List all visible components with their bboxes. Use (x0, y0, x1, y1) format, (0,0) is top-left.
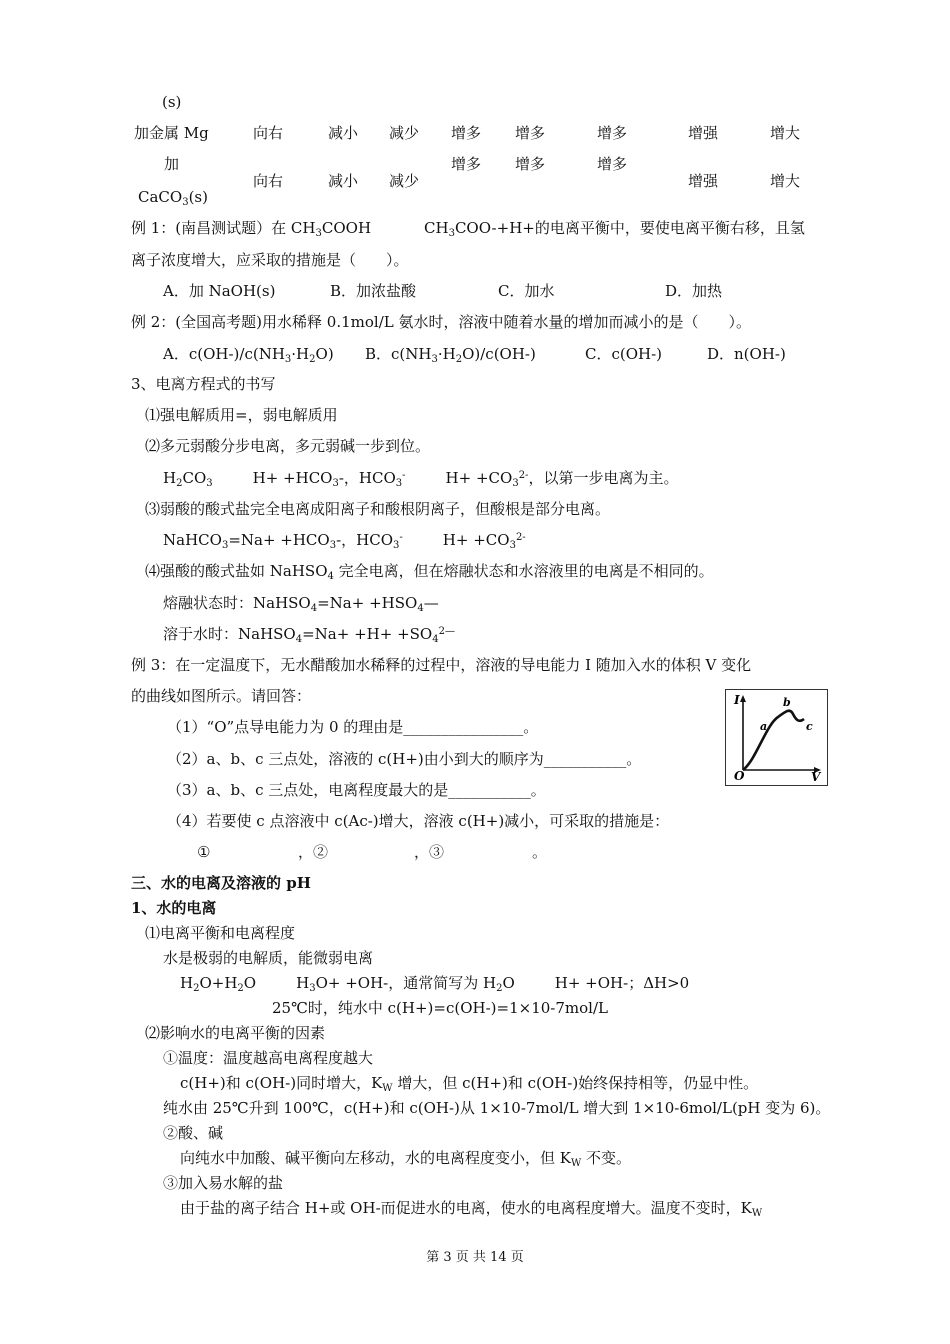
example1-equation: $CH_3COO-+H+$的电离平衡中，要使电离平衡右移，且氢 (424, 219, 805, 239)
rule-2: ⑵多元弱酸分步电离，多元弱碱一步到位。 (145, 437, 431, 455)
table-cell: 增多 (451, 155, 482, 173)
example3-sub-1: （1）“O”点导电能力为 0 的理由是________________。 (167, 718, 539, 736)
subsection-water-ionization: 1、水的电离 (131, 899, 217, 917)
conductivity-graph (725, 689, 828, 786)
answer-blank-2: ，② (298, 843, 329, 861)
label-a: a (760, 720, 768, 733)
example2-option-b: B．$c(NH_3\cdot H_2O)/c(OH-)$ (365, 345, 536, 365)
example2-option-a: A．$c(OH-)/c(NH_3\cdot H_2O)$ (163, 345, 334, 365)
table-cell: 加金属 Mg (134, 124, 209, 142)
label-v: V (811, 770, 821, 784)
rule-4: ⑷强酸的酸式盐如 NaHSO$_4$ 完全电离，但在熔融状态和水溶液里的电离是不相同的。 (145, 562, 714, 582)
table-fragment-unit: (s) (162, 93, 182, 111)
water-p10: ③加入易水解的盐 (163, 1174, 284, 1192)
table-cell: 增强 (688, 124, 719, 142)
water-p8: ②酸、碱 (163, 1124, 224, 1142)
example1-option-b: B．加浓盐酸 (330, 282, 417, 300)
example1-question-cont: 离子浓度增大，应采取的措施是（ ）。 (131, 251, 409, 269)
y-axis-arrow (740, 695, 746, 702)
water-p9: 向纯水中加酸、碱平衡向左移动，水的电离程度变小，但 $K_W$ 不变。 (180, 1149, 632, 1169)
water-p7: 纯水由 25℃升到 100℃，c(H+)和 c(OH-)从 1×10-7mol/L 增大到 1×10-6mol/L(pH 变为 6)。 (163, 1099, 831, 1117)
example2-question: 例 2：(全国高考题)用水稀释 0.1mol/L 氨水时，溶液中随着水量的增加而减小的是（ ）。 (131, 313, 751, 331)
label-b: b (783, 696, 791, 709)
table-cell: 增多 (597, 155, 628, 173)
rule-1: ⑴强电解质用=，弱电解质用 (145, 406, 338, 424)
example3-question: 例 3：在一定温度下，无水醋酸加水稀释的过程中，溶液的导电能力 I 随加入水的体积 V 变化 (131, 656, 752, 674)
water-p3: 25℃时，纯水中 c(H+)=c(OH-)=1×10-7mol/L (272, 999, 608, 1017)
table-cell: 增多 (515, 155, 546, 173)
table-cell: 增多 (451, 124, 482, 142)
answer-end: 。 (532, 843, 548, 861)
water-p2: 水是极弱的电解质，能微弱电离 (163, 949, 374, 967)
water-p11: 由于盐的离子结合 H+或 OH-而促进水的电离，使水的电离程度增大。温度不变时，$K_W$ (180, 1199, 763, 1219)
water-p4: ⑵影响水的电离平衡的因素 (145, 1024, 326, 1042)
table-cell: 减少 (389, 124, 420, 142)
equation-aqueous: 溶于水时：NaHSO$_4$=Na+ $+H+ +SO_4^{2—}$ (163, 625, 455, 645)
table-cell: 加 (164, 155, 180, 173)
conductivity-curve-diagram (726, 690, 827, 785)
table-cell: 增多 (515, 124, 546, 142)
section-3-title: 3、电离方程式的书写 (131, 375, 276, 393)
water-p1: ⑴电离平衡和电离程度 (145, 924, 296, 942)
table-cell: 减少 (389, 172, 420, 190)
example1-question: 例 1：(南昌测试题）在 $CH_3COOH$ (131, 219, 372, 239)
label-c: c (806, 720, 813, 733)
table-cell: 向右 (253, 172, 284, 190)
water-p6: c(H+)和 c(OH-)同时增大，$K_W$ 增大，但 c(H+)和 c(OH-)始终保持相等，仍显中性。 (180, 1074, 759, 1094)
equation-melt: 熔融状态时：NaHSO$_4$=Na+ $+HSO_4—$ (163, 594, 439, 614)
water-p5: ①温度：温度越高电离程度越大 (163, 1049, 374, 1067)
table-cell: 增多 (597, 124, 628, 142)
table-cell: 增大 (770, 124, 801, 142)
table-cell: 减小 (328, 172, 359, 190)
answer-blank-1: ① (197, 843, 211, 861)
equation-h2co3: $H_2CO_3$ $H+ +HCO_3-$，$HCO_3^-$ $H+ +CO_3^{2-}$，以第一步电离为主。 (163, 469, 679, 489)
page-number: 第 3 页 共 14 页 (426, 1250, 524, 1265)
conductivity-curve (743, 711, 804, 770)
label-i: I (734, 693, 740, 707)
example3-sub-4: （4）若要使 c 点溶液中 c(Ac-)增大，溶液 c(H+)减小，可采取的措施是： (167, 812, 670, 830)
example1-option-c: C．加水 (498, 282, 555, 300)
table-cell: 向右 (253, 124, 284, 142)
rule-3: ⑶弱酸的酸式盐完全电离成阳离子和酸根阴离子，但酸根是部分电离。 (145, 500, 611, 518)
table-cell: 增强 (688, 172, 719, 190)
equation-nahco3: NaHCO$_3$=Na+ $+HCO_3-$，$HCO_3^-$ $H+ +CO_3^{2-}$ (163, 531, 526, 551)
example1-option-a: A．加 NaOH(s) (163, 282, 276, 300)
example2-option-c: C．c(OH-) (585, 345, 663, 363)
water-equation: $H_2O+H_2O$ $H_3O+ +OH-$，通常简写为 $H_2O$ H+ +OH-；ΔH>0 (180, 974, 690, 994)
example3-sub-3: （3）a、b、c 三点处，电离程度最大的是___________。 (167, 781, 546, 799)
table-cell: 增大 (770, 172, 801, 190)
example1-option-d: D．加热 (665, 282, 723, 300)
table-cell: CaCO$_3$(s) (138, 188, 208, 208)
example2-option-d: D．n(OH-) (707, 345, 786, 363)
answer-blank-3: ，③ (414, 843, 445, 861)
section-water-title: 三、水的电离及溶液的 pH (131, 874, 311, 892)
table-cell: 减小 (328, 124, 359, 142)
example3-sub-2: （2）a、b、c 三点处，溶液的 c(H+)由小到大的顺序为___________。 (167, 750, 642, 768)
label-origin: O (734, 769, 745, 783)
example3-question-cont: 的曲线如图所示。请回答： (131, 687, 312, 705)
